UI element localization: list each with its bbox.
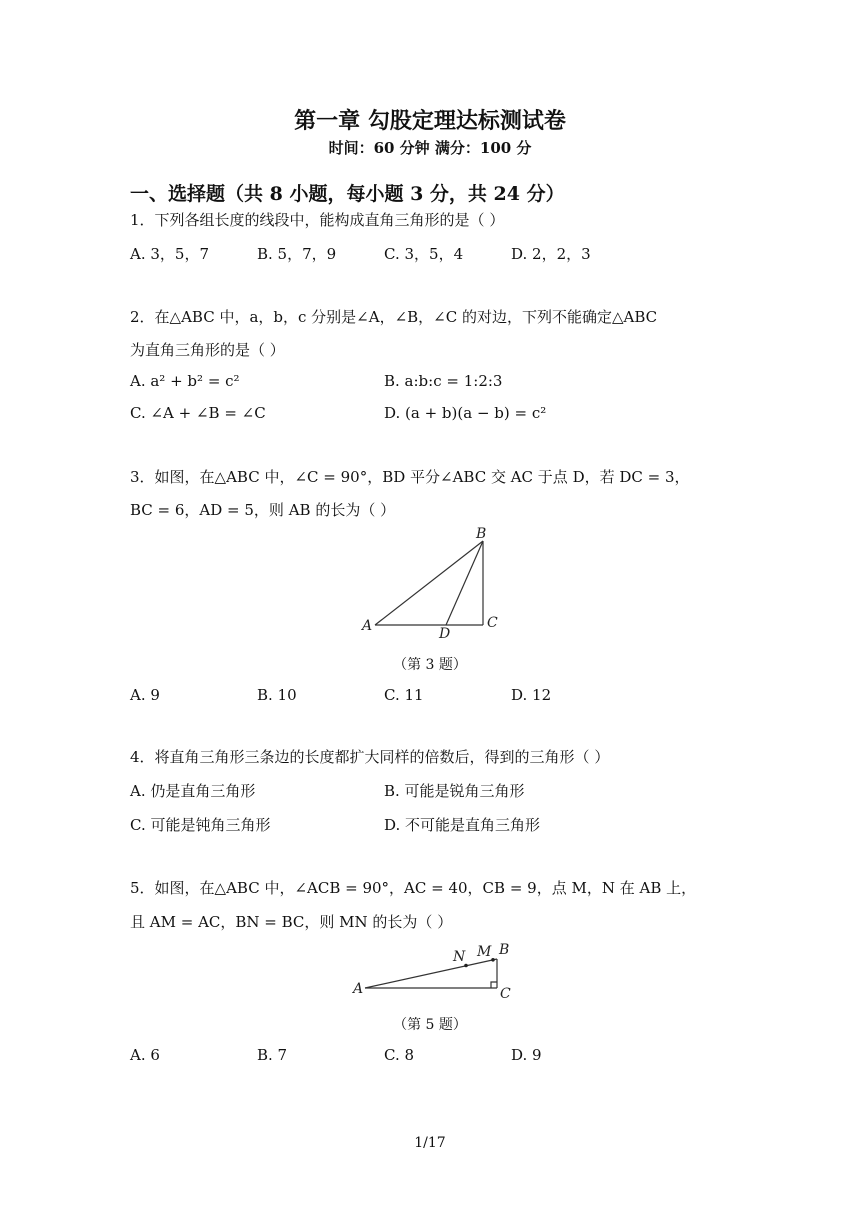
question-5-option-b: B. 7 bbox=[257, 1046, 288, 1064]
question-5-caption: （第 5 题） bbox=[393, 1017, 467, 1033]
right-angle-mark bbox=[491, 982, 497, 988]
question-3-option-b: B. 10 bbox=[257, 686, 297, 704]
label-c: C bbox=[487, 615, 498, 631]
question-4-option-a: A. 仍是直角三角形 bbox=[130, 782, 256, 800]
question-3-option-c: C. 11 bbox=[384, 686, 424, 704]
question-1-stem: 1．下列各组长度的线段中，能构成直角三角形的是（ ） bbox=[130, 211, 505, 229]
question-2-option-d: D. (a + b)(a − b) = c² bbox=[384, 404, 547, 422]
label-n: N bbox=[453, 949, 466, 965]
segment-ab bbox=[365, 959, 497, 988]
question-4-stem: 4．将直角三角形三条边的长度都扩大同样的倍数后，得到的三角形（ ） bbox=[130, 748, 610, 766]
page-title: 第一章 勾股定理达标测试卷 bbox=[294, 108, 566, 134]
question-1-option-c: C. 3，5，4 bbox=[384, 245, 464, 263]
section-heading: 一、选择题（共 8 小题，每小题 3 分，共 24 分） bbox=[130, 183, 565, 205]
label-b: B bbox=[499, 942, 510, 958]
label-a: A bbox=[362, 618, 373, 634]
question-5-stem-line2: 且 AM = AC，BN = BC，则 MN 的长为（ ） bbox=[130, 913, 453, 931]
question-2-stem-line1: 2．在△ABC 中，a，b，c 分别是∠A，∠B，∠C 的对边，下列不能确定△ABC bbox=[130, 308, 658, 326]
question-5-stem-line1: 5．如图，在△ABC 中，∠ACB = 90°，AC = 40，CB = 9，点 M，N 在 AB 上， bbox=[130, 879, 697, 897]
point-m bbox=[491, 958, 495, 962]
page-number: 1/17 bbox=[414, 1135, 446, 1151]
question-3-figure bbox=[350, 525, 510, 645]
question-5-figure bbox=[345, 938, 525, 1003]
question-3-stem-line2: BC = 6，AD = 5，则 AB 的长为（ ） bbox=[130, 501, 396, 519]
question-5-option-d: D. 9 bbox=[511, 1046, 542, 1064]
question-3-option-a: A. 9 bbox=[130, 686, 160, 704]
question-5-option-c: C. 8 bbox=[384, 1046, 415, 1064]
label-a: A bbox=[353, 981, 364, 997]
question-2-option-c: C. ∠A + ∠B = ∠C bbox=[130, 404, 266, 422]
question-1-option-b: B. 5，7，9 bbox=[257, 245, 337, 263]
question-2-option-b: B. a:b:c = 1:2:3 bbox=[384, 372, 503, 390]
question-3-caption: （第 3 题） bbox=[393, 657, 467, 673]
question-1-option-a: A. 3，5，7 bbox=[130, 245, 209, 263]
segment-bd bbox=[446, 541, 483, 625]
question-4-option-b: B. 可能是锐角三角形 bbox=[384, 782, 525, 800]
exam-info: 时间：60 分钟 满分：100 分 bbox=[328, 139, 532, 157]
question-5-option-a: A. 6 bbox=[130, 1046, 160, 1064]
question-2-option-a: A. a² + b² = c² bbox=[130, 372, 240, 390]
question-2-stem-line2: 为直角三角形的是（ ） bbox=[130, 341, 285, 359]
question-4-option-c: C. 可能是钝角三角形 bbox=[130, 816, 271, 834]
question-4-option-d: D. 不可能是直角三角形 bbox=[384, 816, 541, 834]
question-3-option-d: D. 12 bbox=[511, 686, 552, 704]
label-m: M bbox=[477, 944, 492, 960]
label-d: D bbox=[439, 626, 451, 642]
question-3-stem-line1: 3．如图，在△ABC 中，∠C = 90°，BD 平分∠ABC 交 AC 于点 D，若 DC = 3， bbox=[130, 468, 690, 486]
question-1-option-d: D. 2，2，3 bbox=[511, 245, 591, 263]
segment-ab bbox=[375, 541, 483, 625]
label-c: C bbox=[500, 986, 511, 1002]
label-b: B bbox=[476, 526, 487, 542]
